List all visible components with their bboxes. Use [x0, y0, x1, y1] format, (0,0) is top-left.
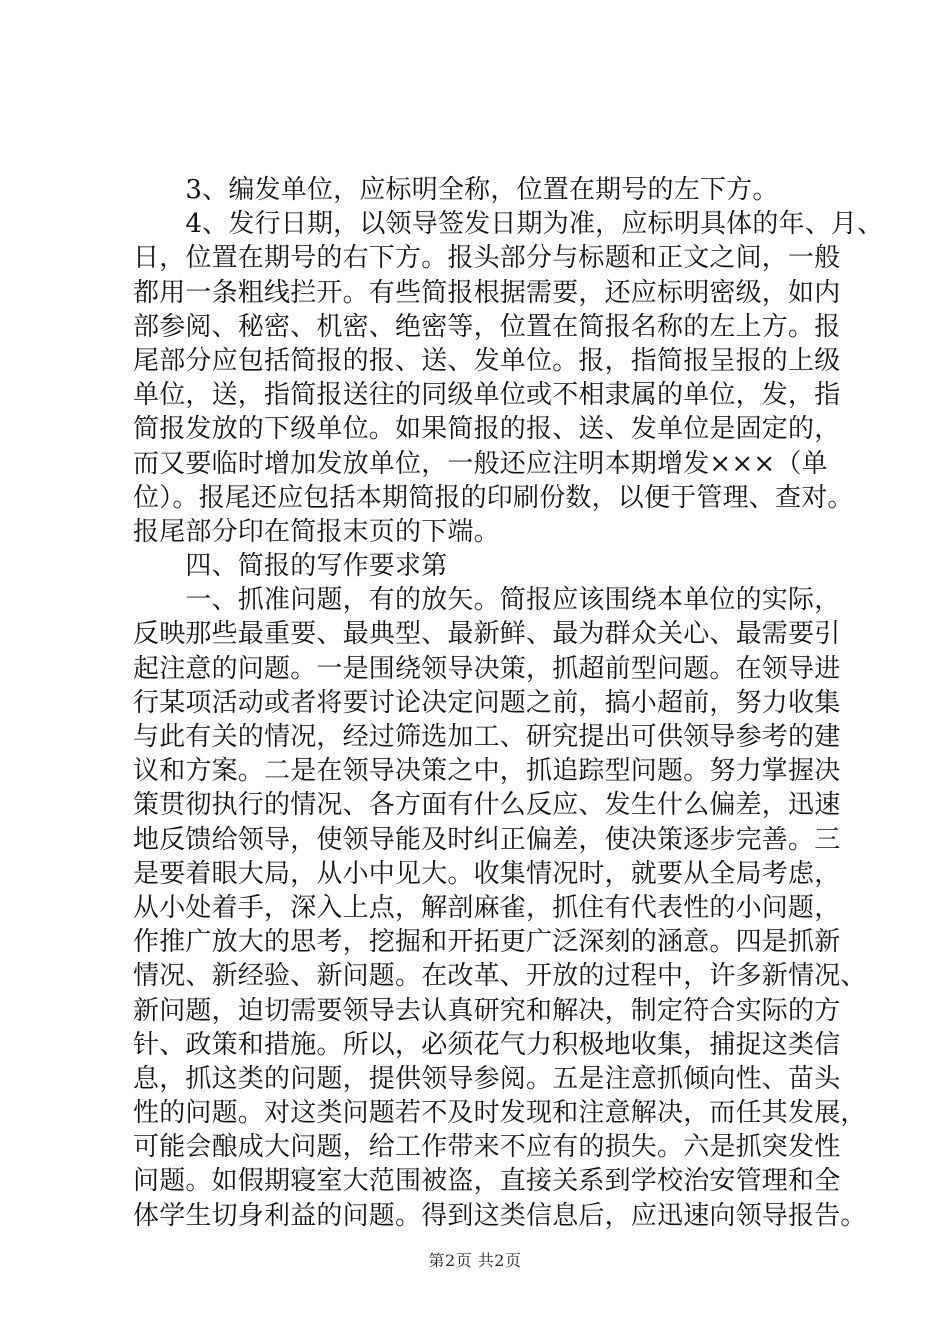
text-line: 性的问题。对这类问题若不及时发现和注意解决，而任其发展， — [133, 1098, 867, 1129]
page-number-footer: 第2页 共2页 — [428, 1251, 522, 1270]
text-line: 行某项活动或者将要讨论决定问题之前，搞小超前，努力收集 — [133, 687, 841, 718]
text-line: 尾部分应包括简报的报、送、发单位。报，指简报呈报的上级 — [133, 345, 841, 376]
text-line: 一、抓准问题，有的放矢。简报应该围绕本单位的实际， — [133, 585, 841, 616]
text-line: 3、编发单位，应标明全称，位置在期号的左下方。 — [133, 175, 779, 205]
text-line: 从小处着手，深入上点，解剖麻雀，抓住有代表性的小问题， — [133, 892, 841, 923]
text-line: 都用一条粗线拦开。有些简报根据需要，还应标明密级，如内 — [133, 277, 841, 308]
text-line: 息，抓这类的问题，提供领导参阅。五是注意抓倾向性、苗头 — [133, 1063, 841, 1094]
text-line: 地反馈给领导，使领导能及时纠正偏差，使决策逐步完善。三 — [133, 824, 841, 855]
text-line: 日，位置在期号的右下方。报头部分与标题和正文之间，一般 — [133, 243, 841, 274]
text-line: 4、发行日期，以领导签发日期为准，应标明具体的年、月、 — [133, 209, 884, 240]
text-line: 新问题，迫切需要领导去认真研究和解决，制定符合实际的方 — [133, 995, 841, 1026]
text-line: 是要着眼大局，从小中见大。收集情况时，就要从全局考虑， — [133, 858, 841, 889]
text-line: 问题。如假期寝室大范围被盗，直接关系到学校治安管理和全 — [133, 1166, 841, 1197]
text-line: 议和方案。二是在领导决策之中，抓追踪型问题。努力掌握决 — [133, 756, 841, 787]
text-line: 策贯彻执行的情况、各方面有什么反应、发生什么偏差，迅速 — [133, 790, 841, 821]
text-line: 起注意的问题。一是围绕领导决策，抓超前型问题。在领导进 — [133, 653, 841, 684]
text-line: 情况、新经验、新问题。在改革、开放的过程中，许多新情况、 — [133, 961, 867, 992]
body-text — [133, 173, 884, 1233]
text-line: 反映那些最重要、最典型、最新鲜、最为群众关心、最需要引 — [133, 619, 841, 650]
text-line: 位）。报尾还应包括本期简报的印刷份数，以便于管理、查对。 — [133, 482, 854, 513]
section-heading: 四、简报的写作要求第 — [133, 551, 448, 582]
text-line: 体学生切身利益的问题。得到这类信息后，应迅速向领导报告。 — [133, 1200, 867, 1231]
text-line: 针、政策和措施。所以，必须花气力积极地收集，捕捉这类信 — [133, 1029, 841, 1060]
text-line: 报尾部分印在简报末页的下端。 — [133, 516, 500, 547]
text-line: 可能会酿成大问题，给工作带来不应有的损失。六是抓突发性 — [133, 1132, 841, 1163]
text-line: 而又要临时增加发放单位，一般还应注明本期增发×××（单 — [133, 448, 828, 479]
text-line: 部参阅、秘密、机密、绝密等，位置在简报名称的左上方。报 — [133, 311, 841, 342]
text-line: 与此有关的情况，经过筛选加工、研究提出可供领导参考的建 — [133, 722, 841, 752]
text-line: 作推广放大的思考，挖掘和开拓更广泛深刻的涵意。四是抓新 — [133, 927, 841, 958]
text-line: 单位，送，指简报送往的同级单位或不相隶属的单位，发，指 — [133, 380, 841, 411]
text-line: 简报发放的下级单位。如果简报的报、送、发单位是固定的， — [133, 414, 841, 445]
